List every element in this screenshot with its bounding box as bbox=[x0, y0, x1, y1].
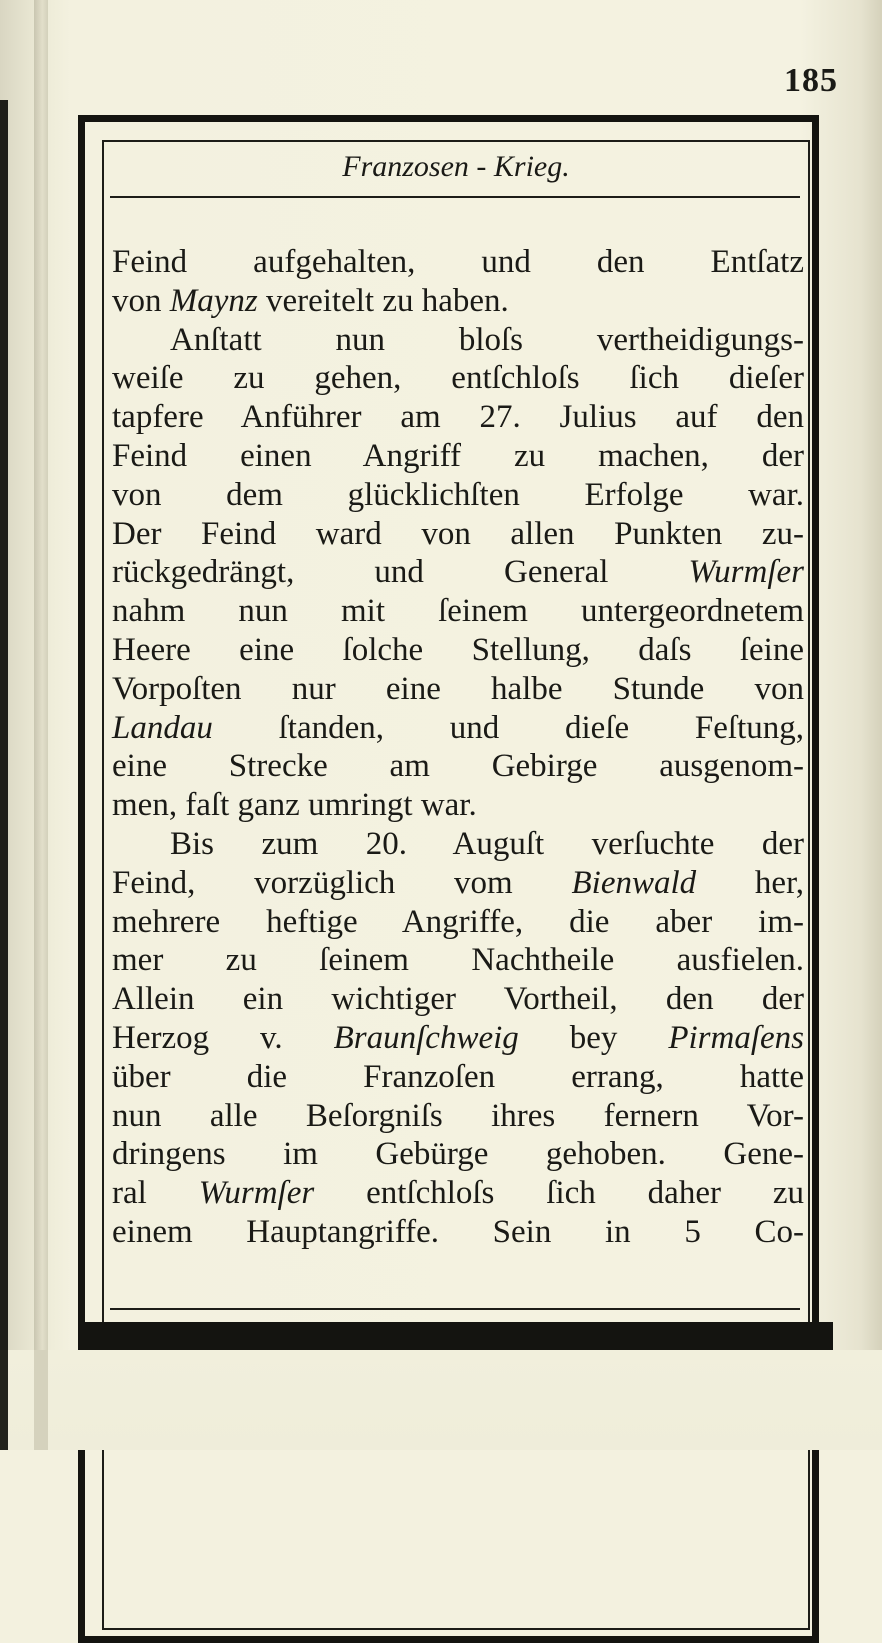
header-rule bbox=[110, 196, 800, 198]
text-line bbox=[112, 1058, 804, 1097]
text-segment: Allein ein wichtiger Vortheil, den der bbox=[112, 981, 804, 1018]
page-number: 185 bbox=[784, 62, 838, 99]
text-segment: bey bbox=[518, 1019, 669, 1056]
text-segment: Anſtatt nun bloſs vertheidigungs- bbox=[170, 321, 804, 358]
text-segment: men, faſt ganz umringt war. bbox=[112, 787, 477, 824]
left-page-print-edge bbox=[0, 100, 8, 1430]
text-line bbox=[112, 864, 804, 903]
text-segment: ral bbox=[112, 1175, 199, 1212]
italic-name: Pirmaſens bbox=[668, 1019, 804, 1056]
text-segment: mehrere heftige Angriffe, die aber im- bbox=[112, 903, 804, 940]
italic-name: Maynz bbox=[169, 282, 258, 319]
text-segment: dringens im Gebürge gehoben. Gene- bbox=[112, 1136, 804, 1173]
text-line bbox=[112, 631, 804, 670]
text-segment: von bbox=[112, 282, 170, 319]
italic-name: Bienwald bbox=[571, 864, 697, 901]
text-line bbox=[112, 786, 804, 825]
text-segment: Feind einen Angriff zu machen, der bbox=[112, 437, 804, 474]
text-segment: nahm nun mit ſeinem untergeordnetem bbox=[112, 593, 804, 630]
text-segment: mer zu ſeinem Nachtheile ausfielen. bbox=[112, 942, 804, 979]
text-line bbox=[112, 1019, 804, 1058]
text-line bbox=[112, 709, 804, 748]
text-line bbox=[112, 243, 804, 282]
text-segment: eine Strecke am Gebirge ausgenom- bbox=[112, 748, 804, 785]
body-text bbox=[112, 243, 804, 1252]
text-segment: tapfere Anführer am 27. Julius auf den bbox=[112, 399, 804, 436]
text-segment: nun alle Beſorgniſs ihres fernern Vor- bbox=[112, 1097, 804, 1134]
text-line bbox=[112, 437, 804, 476]
text-line bbox=[112, 980, 804, 1019]
text-segment: Der Feind ward von allen Punkten zu- bbox=[112, 515, 804, 552]
left-page-print-edge-bottom bbox=[0, 1350, 8, 1450]
text-segment: Bis zum 20. Auguſt verſuchte der bbox=[170, 825, 804, 862]
text-segment: vereitelt zu haben. bbox=[257, 282, 509, 319]
text-line bbox=[112, 398, 804, 437]
italic-name: Wurmſer bbox=[688, 554, 804, 591]
text-segment: Herzog v. bbox=[112, 1019, 334, 1056]
italic-name: Landau bbox=[112, 709, 213, 746]
text-line bbox=[112, 476, 804, 515]
text-segment: rückgedrängt, und General bbox=[112, 554, 689, 591]
text-line bbox=[112, 1135, 804, 1174]
text-segment: weiſe zu gehen, entſchloſs ſich dieſer bbox=[112, 360, 804, 397]
text-segment: Feind aufgehalten, und den Entſatz bbox=[112, 244, 804, 280]
left-page-edge bbox=[34, 0, 48, 1450]
text-line bbox=[112, 670, 804, 709]
text-line bbox=[112, 359, 804, 398]
text-line bbox=[112, 282, 804, 321]
text-line bbox=[112, 903, 804, 942]
text-line bbox=[112, 825, 804, 864]
bottom-border-band bbox=[78, 1322, 833, 1350]
footer-rule bbox=[110, 1308, 800, 1310]
text-segment: Heere eine ſolche Stellung, daſs ſeine bbox=[112, 631, 804, 668]
text-line bbox=[112, 1097, 804, 1136]
text-segment: her, bbox=[696, 864, 804, 901]
page-margin-bottom bbox=[0, 1350, 882, 1450]
text-segment: entſchloſs ſich daher zu bbox=[314, 1175, 804, 1212]
text-segment: einem Hauptangriffe. Sein in 5 Co- bbox=[112, 1213, 804, 1250]
text-line bbox=[112, 592, 804, 631]
text-segment: von dem glücklichſten Erfolge war. bbox=[112, 476, 804, 513]
text-line bbox=[112, 747, 804, 786]
text-line bbox=[112, 1174, 804, 1213]
text-line bbox=[112, 553, 804, 592]
left-page-edge-bottom bbox=[34, 1350, 48, 1450]
italic-name: Wurmſer bbox=[198, 1175, 315, 1212]
text-segment: Feind, vorzüglich vom bbox=[112, 864, 572, 901]
text-line bbox=[112, 941, 804, 980]
text-segment: ſtanden, und dieſe Feſtung, bbox=[212, 709, 804, 746]
text-line bbox=[112, 321, 804, 360]
italic-name: Braunſchweig bbox=[333, 1019, 519, 1056]
text-segment: Vorpoſten nur eine halbe Stunde von bbox=[112, 670, 804, 707]
running-head: Franzosen - Krieg. bbox=[342, 150, 570, 183]
text-line bbox=[112, 515, 804, 554]
text-line bbox=[112, 1213, 804, 1252]
text-segment: über die Franzoſen errang, hatte bbox=[112, 1058, 804, 1095]
